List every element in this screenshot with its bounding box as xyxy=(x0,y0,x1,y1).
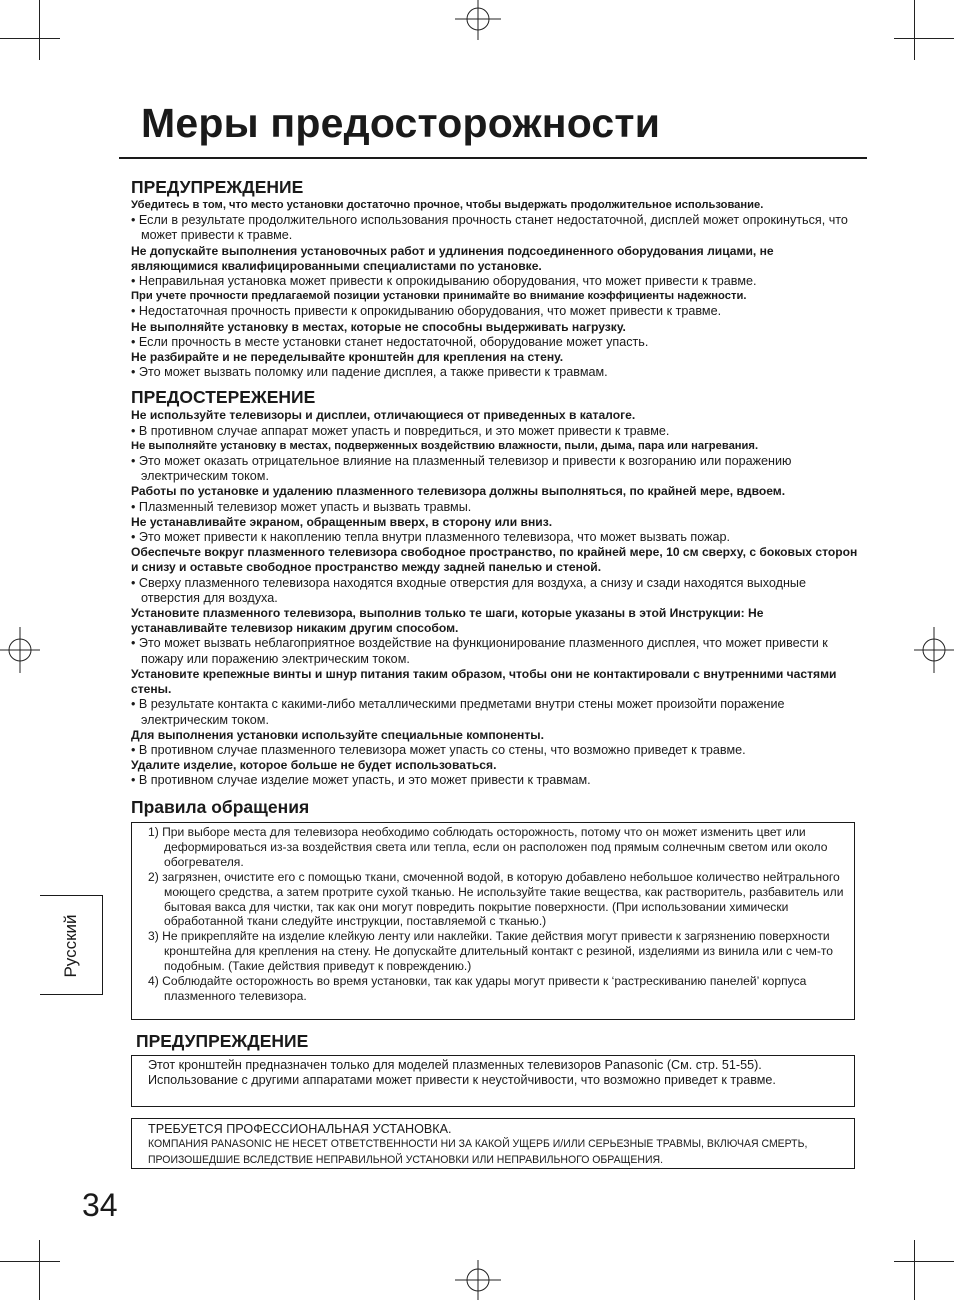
warning-item-text: • Если в результате продолжительного использования прочность станет недостаточной, дисплей может опрокинуться, что может привести к травме. xyxy=(131,213,848,243)
language-tab xyxy=(40,895,103,995)
registration-mark-top xyxy=(455,0,501,40)
caution-item-text: • В противном случае аппарат может упасть и повредиться, и это может привести к травме. xyxy=(131,423,670,438)
caution-item-title: Установите крепежные винты и шнур питания таким образом, чтобы они не контактировали с внутренними частями стены. xyxy=(131,666,837,697)
caution-item-text: • Сверху плазменного телевизора находятся входные отверстия для воздуха, а снизу и сзади находятся выходные отверстия для воздуха. xyxy=(131,575,806,605)
caution-item-text: • Это может вызвать неблагоприятное воздействие на функционирование плазменного дисплея, что может привести к пожару или поражению электрическим током. xyxy=(131,636,828,666)
warning-item-title: Не выполняйте установку в местах, которые не способны выдерживать нагрузку. xyxy=(131,319,626,334)
warning2-box xyxy=(131,1055,855,1107)
warning-item-title: Не разбирайте и не переделывайте кронштейн для крепления на стену. xyxy=(131,350,564,365)
registration-mark-bottom xyxy=(455,1260,501,1300)
notice-line2: КОМПАНИЯ PANASONIC НЕ НЕСЕТ ОТВЕТСТВЕННОСТИ НИ ЗА КАКОЙ УЩЕРБ И/ИЛИ СЕРЬЕЗНЫЕ ТРАВМЫ, ВКЛЮЧАЯ СМЕРТЬ, ПРОИЗОШЕДШИЕ ВСЛЕДСТВИЕ НЕПРАВИЛЬНОЙ УСТАНОВКИ ИЛИ НЕПРАВИЛЬНОГО ОБРАЩЕНИЯ. xyxy=(148,1138,808,1166)
warning2-heading: ПРЕДУПРЕЖДЕНИЕ xyxy=(136,1031,309,1051)
caution-item-title: Работы по установке и удалению плазменного телевизора должны выполняться, по крайней мере, вдвоем. xyxy=(131,484,786,499)
handling-item: 1) При выборе места для телевизора необходимо соблюдать осторожность, потому что он может изменить цвет или деформироваться из-за воздействия света или тепла, если он расположен под прямым солнечным светом или около обогревателя. xyxy=(148,825,828,869)
language-tab-label: Русский xyxy=(61,914,80,978)
caution-item-title: Не устанавливайте экраном, обращенным вверх, в сторону или вниз. xyxy=(131,514,553,529)
registration-mark-right xyxy=(914,627,954,673)
handling-box xyxy=(131,822,855,1020)
handling-item: 3) Не прикрепляйте на изделие клейкую ленту или наклейки. Такие действия могут привести к загрязнению поверхности кронштейна для крепления на стену. Не допускайте длительный контакт с резиной, изделиями из винила или с чем-то подобным. (Такие действия приведут к повреждению.) xyxy=(148,929,833,974)
handling-item: 4) Соблюдайте осторожность во время установки, так как удары могут привести к ‘растрескиванию панелей’ корпуса плазменного телевизора. xyxy=(148,974,807,1003)
title-underline xyxy=(119,157,867,159)
warning-item-title: Не допускайте выполнения установочных работ и удлинения подсоединенного оборудования лицами, не являющимися квалифицированными специалистами по установке. xyxy=(131,243,774,273)
caution-item-title: Удалите изделие, которое больше не будет использоваться. xyxy=(131,758,497,773)
caution-item-text: • Плазменный телевизор может упасть и вызвать травмы. xyxy=(131,499,472,514)
caution-heading: ПРЕДОСТЕРЕЖЕНИЕ xyxy=(131,387,316,408)
warning-heading: ПРЕДУПРЕЖДЕНИЕ xyxy=(131,177,304,197)
warning-item-title: При учете прочности предлагаемой позиции установки принимайте во внимание коэффициенты надежности. xyxy=(131,290,747,303)
caution-item-text: • Это может оказать отрицательное влияние на плазменный телевизор и привести к возгоранию или поражению электрическим током. xyxy=(131,454,792,484)
caution-list xyxy=(131,408,861,788)
caution-item-text: • В противном случае плазменного телевизора может упасть со стены, что возможно приведет к травме. xyxy=(131,742,746,757)
warning-list xyxy=(131,198,861,380)
caution-item-title: Для выполнения установки используйте специальные компоненты. xyxy=(131,727,544,742)
caution-item-title: Не выполняйте установку в местах, подверженных воздействию влажности, пыли, дыма, пара или нагревания. xyxy=(131,439,759,452)
warning2-text: Этот кронштейн предназначен только для моделей плазменных телевизоров Panasonic (См. стр. 51-55). Использование с другими аппаратами может привести к неустойчивости, что возможно приведет к травме. xyxy=(148,1058,776,1088)
page-title: Меры предосторожности xyxy=(141,100,661,146)
caution-item-title: Обеспечьте вокруг плазменного телевизора свободное пространство, по крайней мере, 10 см сверху, с боковых сторон и снизу и оставьте свободное пространство между задней панелью и стеной. xyxy=(131,545,858,575)
handling-heading: Правила обращения xyxy=(131,797,310,817)
notice-line1: ТРЕБУЕТСЯ ПРОФЕССИОНАЛЬНАЯ УСТАНОВКА. xyxy=(148,1122,452,1136)
registration-mark-left xyxy=(0,627,40,673)
warning-item-text: • Неправильная установка может привести к опрокидыванию оборудования, что может привести к травме. xyxy=(131,274,757,289)
page-number: 34 xyxy=(82,1187,118,1223)
warning-item-text: • Недостаточная прочность привести к опрокидыванию оборудования, что может привести к травме. xyxy=(131,304,722,319)
caution-item-title: Установите плазменного телевизора, выполнив только те шаги, которые указаны в этой Инструкции: Не устанавливайте телевизор никаким другим способом. xyxy=(131,606,764,636)
safety-content xyxy=(131,176,861,789)
warning-item-text: • Это может вызвать поломку или падение дисплея, а также привести к травмам. xyxy=(131,365,608,380)
caution-item-title: Не используйте телевизоры и дисплеи, отличающиеся от приведенных в каталоге. xyxy=(131,408,636,423)
warning-item-title: Убедитесь в том, что место установки достаточно прочное, чтобы выдержать продолжительное использование. xyxy=(131,199,764,211)
handling-item: 2) загрязнен, очистите его с помощью ткани, смоченной водой, в которую добавлено небольшое количество нейтрального моющего средства, а затем протрите сухой тканью. Не используйте такие вещества, как растворитель, разбавитель или бытовая вакса для чистки, так как они могут повредить покрытие поверхности. (При использовании химически обработанной ткани следуйте инструкции, поставляемой с тканью.) xyxy=(148,869,844,929)
caution-item-text: • В результате контакта с какими-либо металлическими предметами внутри стены может произойти поражение электрическим током. xyxy=(131,697,785,727)
caution-item-text: • Это может привести к накоплению тепла внутри плазменного телевизора, что может вызвать пожар. xyxy=(131,530,731,545)
notice-box xyxy=(131,1118,855,1169)
warning-item-text: • Если прочность в месте установки станет недостаточной, оборудование может упасть. xyxy=(131,334,649,349)
caution-item-text: • В противном случае изделие может упасть, и это может привести к травмам. xyxy=(131,773,591,788)
